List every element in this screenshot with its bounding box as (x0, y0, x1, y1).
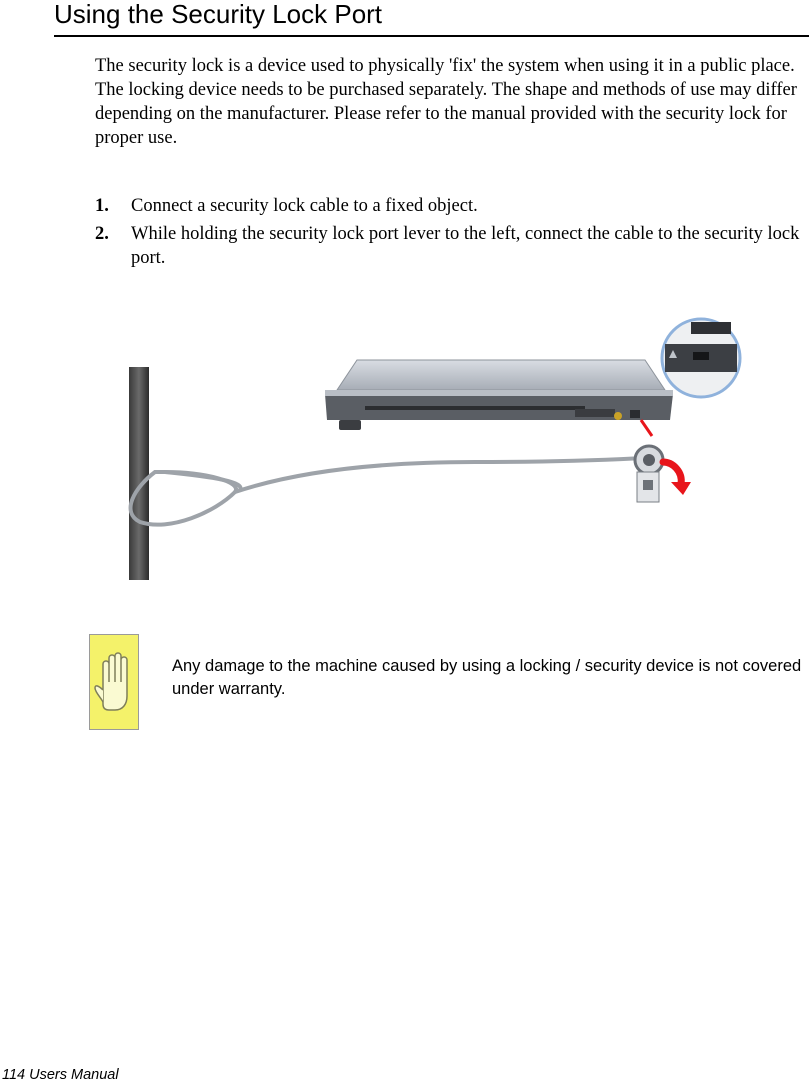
port-zoom-inset (662, 319, 740, 397)
step-number: 2. (95, 224, 109, 244)
step-item-2 (95, 222, 807, 270)
hand-stop-icon (89, 634, 139, 730)
lock-cable-shape (131, 458, 643, 525)
security-lock-illustration (125, 312, 809, 580)
cable-lock-device-shape (635, 446, 663, 502)
port-pointer-shape (641, 420, 652, 436)
laptop-shape (325, 360, 673, 430)
page-footer: 114 Users Manual (2, 1067, 119, 1083)
step-text: Connect a security lock cable to a fixed object. (131, 196, 478, 216)
step-text: While holding the security lock port lever to the left, connect the cable to the security lock port. (131, 224, 800, 268)
turn-arrow-icon (663, 462, 691, 495)
step-item-1 (95, 194, 807, 218)
title-divider (54, 35, 809, 37)
warning-note: Any damage to the machine caused by using a locking / security device is not covered under warranty. (172, 657, 802, 698)
page-title: Using the Security Lock Port (54, 0, 383, 29)
step-number: 1. (95, 196, 109, 216)
steps-list (95, 194, 807, 274)
pole-shape (129, 367, 149, 580)
intro-paragraph: The security lock is a device used to physically 'fix' the system when using it in a public place. The locking device needs to be purchased separately. The shape and methods of use may differ depending on the manufacturer. Please refer to the manual provided with the security lock for proper use. (95, 56, 797, 148)
